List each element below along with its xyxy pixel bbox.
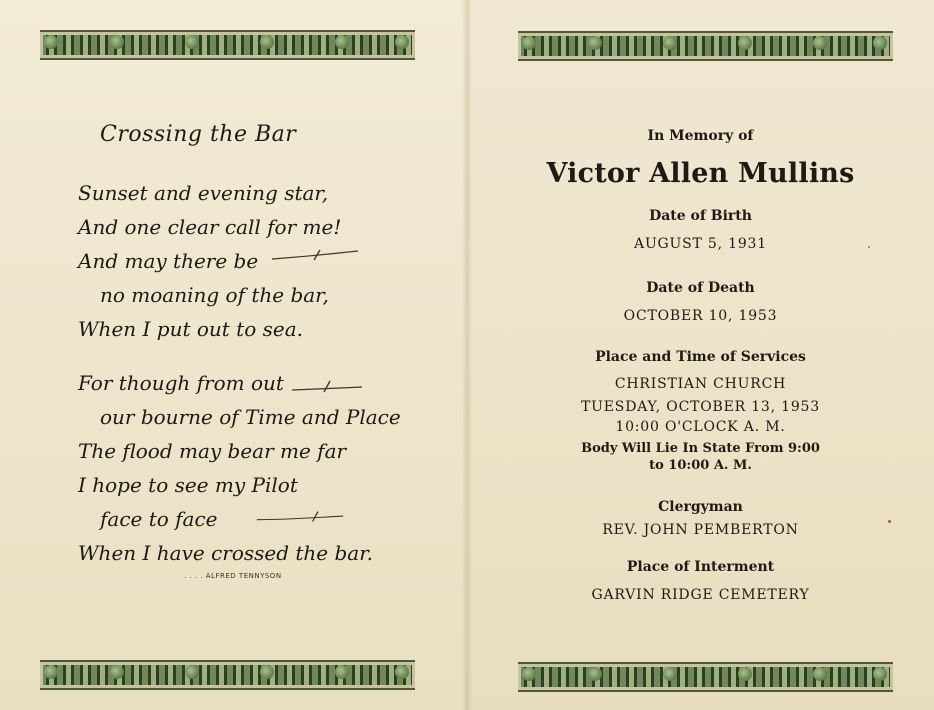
pencil-mark-icon: [290, 380, 380, 394]
shamrock-icon: [185, 665, 199, 679]
shamrock-icon: [588, 36, 602, 50]
birth-date: AUGUST 5, 1931: [634, 236, 767, 252]
poem-line: no moaning of the bar,: [100, 283, 329, 307]
shamrock-icon: [813, 667, 827, 681]
top-right-floral-border: [518, 31, 893, 61]
poem-line: our bourne of Time and Place: [100, 405, 401, 429]
shamrock-icon: [335, 665, 349, 679]
bottom-left-floral-border: [40, 660, 415, 690]
shamrock-icon: [44, 35, 58, 49]
services-date: TUESDAY, OCTOBER 13, 1953: [581, 399, 820, 415]
paper-speck: [868, 246, 870, 248]
shamrock-icon: [522, 36, 536, 50]
deceased-name: Victor Allen Mullins: [546, 158, 855, 189]
death-heading: Date of Death: [646, 280, 755, 296]
shamrock-icon: [738, 667, 752, 681]
shamrock-icon: [44, 665, 58, 679]
poem-line: When I put out to sea.: [78, 317, 303, 341]
poem-line: When I have crossed the bar.: [78, 541, 373, 565]
clergyman-name: REV. JOHN PEMBERTON: [602, 522, 799, 538]
top-left-floral-border: [40, 30, 415, 60]
lie-in-state-line-1: Body Will Lie In State From 9:00: [581, 441, 820, 456]
interment-heading: Place of Interment: [626, 559, 775, 575]
poem-line: And may there be: [78, 249, 259, 273]
birth-heading: Date of Birth: [649, 208, 752, 224]
shamrock-icon: [335, 35, 349, 49]
poem-line: For though from out: [78, 371, 284, 395]
shamrock-icon: [873, 667, 887, 681]
shamrock-icon: [260, 35, 274, 49]
pencil-mark-icon: [270, 248, 360, 262]
lie-in-state-line-2: to 10:00 A. M.: [649, 458, 752, 473]
shamrock-icon: [110, 35, 124, 49]
services-time: 10:00 O'CLOCK A. M.: [615, 419, 786, 435]
poem-line: The flood may bear me far: [78, 439, 347, 463]
poem-line: face to face: [100, 507, 218, 531]
poem-title: Crossing the Bar: [100, 122, 297, 147]
bottom-right-floral-border: [518, 662, 893, 692]
poem-line: And one clear call for me!: [78, 215, 342, 239]
shamrock-icon: [260, 665, 274, 679]
poem-attribution: . . . . ALFRED TENNYSON: [184, 572, 282, 580]
shamrock-icon: [110, 665, 124, 679]
poem-line: Sunset and evening star,: [78, 181, 329, 205]
pencil-mark-icon: [255, 510, 345, 524]
poem-line: I hope to see my Pilot: [78, 473, 298, 497]
shamrock-icon: [588, 667, 602, 681]
paper-speck: [888, 520, 891, 523]
shamrock-icon: [395, 665, 409, 679]
shamrock-icon: [813, 36, 827, 50]
shamrock-icon: [663, 36, 677, 50]
shamrock-icon: [185, 35, 199, 49]
shamrock-icon: [873, 36, 887, 50]
in-memory-of-heading: In Memory of: [647, 128, 754, 144]
shamrock-icon: [395, 35, 409, 49]
shamrock-icon: [663, 667, 677, 681]
clergyman-heading: Clergyman: [658, 499, 743, 515]
services-heading: Place and Time of Services: [595, 349, 806, 365]
shamrock-icon: [522, 667, 536, 681]
death-date: OCTOBER 10, 1953: [623, 308, 778, 324]
shamrock-icon: [738, 36, 752, 50]
services-place: CHRISTIAN CHURCH: [614, 376, 787, 392]
poem-body: [78, 176, 418, 570]
interment-place: GARVIN RIDGE CEMETERY: [591, 587, 810, 603]
